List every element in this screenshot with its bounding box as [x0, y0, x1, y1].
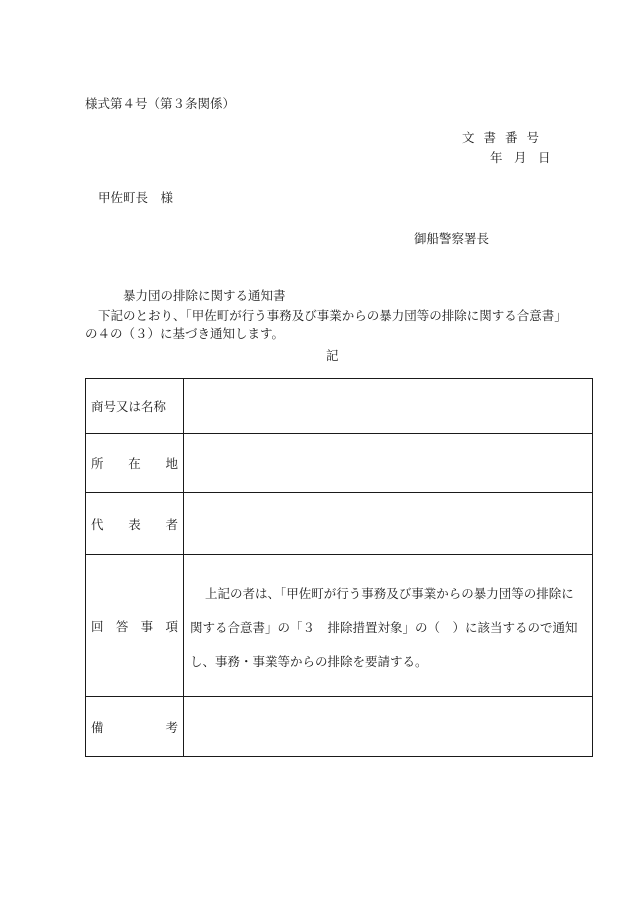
date-month-label: 月: [514, 150, 527, 165]
date-line: [490, 152, 562, 165]
table-row-remarks: [86, 697, 593, 757]
body-text-line-1: 下記のとおり、「甲佐町が行う事務及び事業からの暴力団等の排除に関する合意書」: [98, 308, 567, 323]
ki-heading: 記: [326, 348, 339, 363]
date-year-label: 年: [490, 150, 503, 165]
date-day-label: 日: [538, 150, 551, 165]
table-row-representative: [86, 493, 593, 555]
table-row-company-name: [86, 379, 593, 434]
addressee: 甲佐町長 様: [98, 190, 174, 205]
representative-value[interactable]: [184, 493, 593, 555]
representative-label: 代 表 者: [86, 493, 184, 555]
company-name-value[interactable]: [184, 379, 593, 434]
document-title: 暴力団の排除に関する通知書: [123, 288, 286, 303]
answer-label: 回 答 事 項: [86, 555, 184, 697]
answer-text: 上記の者は、「甲佐町が行う事務及び事業からの暴力団等の排除に関する合意書」の「３ 排除措置対象」の（ ）に該当するので通知し、事務・事業等からの排除を要請する。: [190, 585, 578, 669]
document-number-label: 文書番号: [462, 130, 549, 145]
table-row-answer: [86, 555, 593, 697]
form-number: 様式第４号（第３条関係）: [85, 96, 236, 111]
sender: 御船警察署長: [414, 231, 490, 246]
remarks-value[interactable]: [184, 697, 593, 757]
table-row-address: [86, 434, 593, 493]
notification-form-table: [85, 378, 593, 757]
address-value[interactable]: [184, 434, 593, 493]
answer-value: [184, 555, 593, 697]
company-name-label: 商号又は名称: [86, 379, 184, 434]
address-label: 所 在 地: [86, 434, 184, 493]
remarks-label: 備 考: [86, 697, 184, 757]
body-text-line-2: の４の（３）に基づき通知します。: [85, 326, 285, 341]
